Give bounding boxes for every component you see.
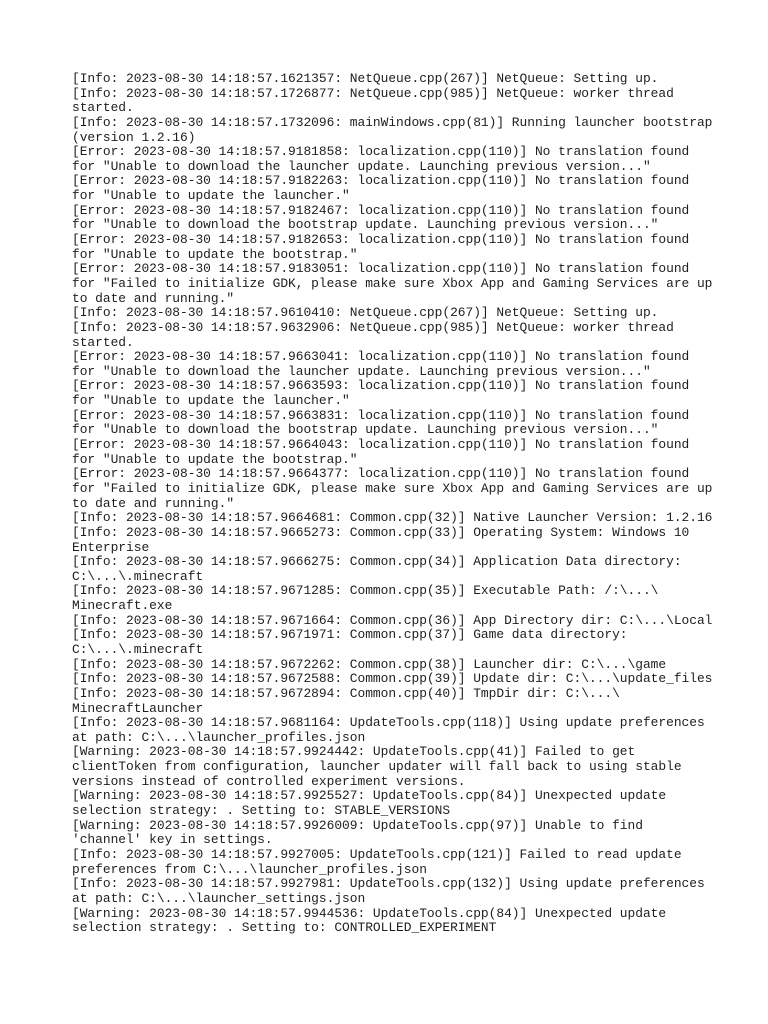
log-line: for "Unable to download the bootstrap update. Launching previous version..." <box>72 217 659 233</box>
log-line: [Info: 2023-08-30 14:18:57.9610410: NetQueue.cpp(267)] NetQueue: Setting up. <box>72 305 659 321</box>
log-line: [Error: 2023-08-30 14:18:57.9663041: localization.cpp(110)] No translation found <box>72 349 690 365</box>
log-line: [Info: 2023-08-30 14:18:57.1621357: NetQueue.cpp(267)] NetQueue: Setting up. <box>72 71 659 86</box>
log-line: 'channel' key in settings. <box>72 832 273 848</box>
log-line: C:\...\.minecraft <box>72 641 204 657</box>
log-line: [Info: 2023-08-30 14:18:57.9672588: Common.cpp(39)] Update dir: C:\...\update_files <box>72 671 713 687</box>
log-text-block <box>72 72 712 936</box>
log-line: [Error: 2023-08-30 14:18:57.9182467: localization.cpp(110)] No translation found <box>72 202 690 218</box>
log-line: selection strategy: . Setting to: STABLE_VERSIONS <box>72 803 451 819</box>
log-line: [Warning: 2023-08-30 14:18:57.9925527: UpdateTools.cpp(84)] Unexpected update <box>72 788 667 804</box>
log-line: for "Unable to update the launcher." <box>72 393 350 409</box>
log-line: [Warning: 2023-08-30 14:18:57.9926009: UpdateTools.cpp(97)] Unable to find <box>72 817 643 833</box>
log-line: Minecraft.exe <box>72 598 173 614</box>
log-line: [Error: 2023-08-30 14:18:57.9663831: localization.cpp(110)] No translation found <box>72 407 690 423</box>
log-line: MinecraftLauncher <box>72 700 204 716</box>
log-line: (version 1.2.16) <box>72 129 196 145</box>
log-line: for "Unable to download the bootstrap update. Launching previous version..." <box>72 422 659 438</box>
log-line: [Info: 2023-08-30 14:18:57.9665273: Common.cpp(33)] Operating System: Windows 10 <box>72 524 690 540</box>
log-line: [Error: 2023-08-30 14:18:57.9664377: localization.cpp(110)] No translation found <box>72 466 690 482</box>
log-line: versions instead of controlled experiment versions. <box>72 773 466 789</box>
log-line: [Info: 2023-08-30 14:18:57.9672262: Common.cpp(38)] Launcher dir: C:\...\game <box>72 656 667 672</box>
log-line: started. <box>72 100 134 116</box>
log-line: [Info: 2023-08-30 14:18:57.9671971: Common.cpp(37)] Game data directory: <box>72 627 628 643</box>
log-line: for "Unable to update the launcher." <box>72 188 350 204</box>
log-line: [Info: 2023-08-30 14:18:57.9666275: Common.cpp(34)] Application Data directory: <box>72 554 682 570</box>
log-line: [Error: 2023-08-30 14:18:57.9182653: localization.cpp(110)] No translation found <box>72 232 690 248</box>
log-line: Enterprise <box>72 539 150 555</box>
log-line: [Error: 2023-08-30 14:18:57.9183051: localization.cpp(110)] No translation found <box>72 261 690 277</box>
log-line: [Info: 2023-08-30 14:18:57.9671285: Common.cpp(35)] Executable Path: /:\...\ <box>72 583 659 599</box>
log-line: [Info: 2023-08-30 14:18:57.9927981: UpdateTools.cpp(132)] Using update preferences <box>72 876 705 892</box>
log-line: for "Unable to update the bootstrap." <box>72 246 358 262</box>
log-line: for "Unable to download the launcher update. Launching previous version..." <box>72 363 651 379</box>
log-line: started. <box>72 334 134 350</box>
log-line: at path: C:\...\launcher_profiles.json <box>72 729 366 745</box>
log-line: to date and running." <box>72 495 235 511</box>
log-line: [Error: 2023-08-30 14:18:57.9664043: localization.cpp(110)] No translation found <box>72 437 690 453</box>
log-line: [Info: 2023-08-30 14:18:57.1732096: mainWindows.cpp(81)] Running launcher bootstrap <box>72 114 713 130</box>
log-line: C:\...\.minecraft <box>72 568 204 584</box>
log-line: [Info: 2023-08-30 14:18:57.9927005: UpdateTools.cpp(121)] Failed to read update <box>72 846 682 862</box>
log-line: [Error: 2023-08-30 14:18:57.9181858: localization.cpp(110)] No translation found <box>72 144 690 160</box>
log-line: [Info: 2023-08-30 14:18:57.1726877: NetQueue.cpp(985)] NetQueue: worker thread <box>72 85 674 101</box>
log-line: for "Unable to download the launcher update. Launching previous version..." <box>72 158 651 174</box>
log-line: preferences from C:\...\launcher_profiles.json <box>72 861 427 877</box>
log-line: [Info: 2023-08-30 14:18:57.9632906: NetQueue.cpp(985)] NetQueue: worker thread <box>72 319 674 335</box>
log-line: [Warning: 2023-08-30 14:18:57.9944536: UpdateTools.cpp(84)] Unexpected update <box>72 905 667 921</box>
log-line: [Error: 2023-08-30 14:18:57.9663593: localization.cpp(110)] No translation found <box>72 378 690 394</box>
log-line: [Info: 2023-08-30 14:18:57.9671664: Common.cpp(36)] App Directory dir: C:\...\Local <box>72 612 713 628</box>
log-line: for "Failed to initialize GDK, please make sure Xbox App and Gaming Services are up <box>72 480 713 496</box>
log-line: clientToken from configuration, launcher updater will fall back to using stable <box>72 759 682 775</box>
log-line: [Info: 2023-08-30 14:18:57.9672894: Common.cpp(40)] TmpDir dir: C:\...\ <box>72 685 620 701</box>
log-line: selection strategy: . Setting to: CONTROLLED_EXPERIMENT <box>72 920 497 936</box>
log-line: for "Failed to initialize GDK, please make sure Xbox App and Gaming Services are up <box>72 275 713 291</box>
log-line: at path: C:\...\launcher_settings.json <box>72 890 366 906</box>
log-line: [Warning: 2023-08-30 14:18:57.9924442: UpdateTools.cpp(41)] Failed to get <box>72 744 636 760</box>
log-line: [Error: 2023-08-30 14:18:57.9182263: localization.cpp(110)] No translation found <box>72 173 690 189</box>
log-line: [Info: 2023-08-30 14:18:57.9681164: UpdateTools.cpp(118)] Using update preferences <box>72 715 705 731</box>
log-line: for "Unable to update the bootstrap." <box>72 451 358 467</box>
log-line: to date and running." <box>72 290 235 306</box>
log-line: [Info: 2023-08-30 14:18:57.9664681: Common.cpp(32)] Native Launcher Version: 1.2.16 <box>72 510 713 526</box>
